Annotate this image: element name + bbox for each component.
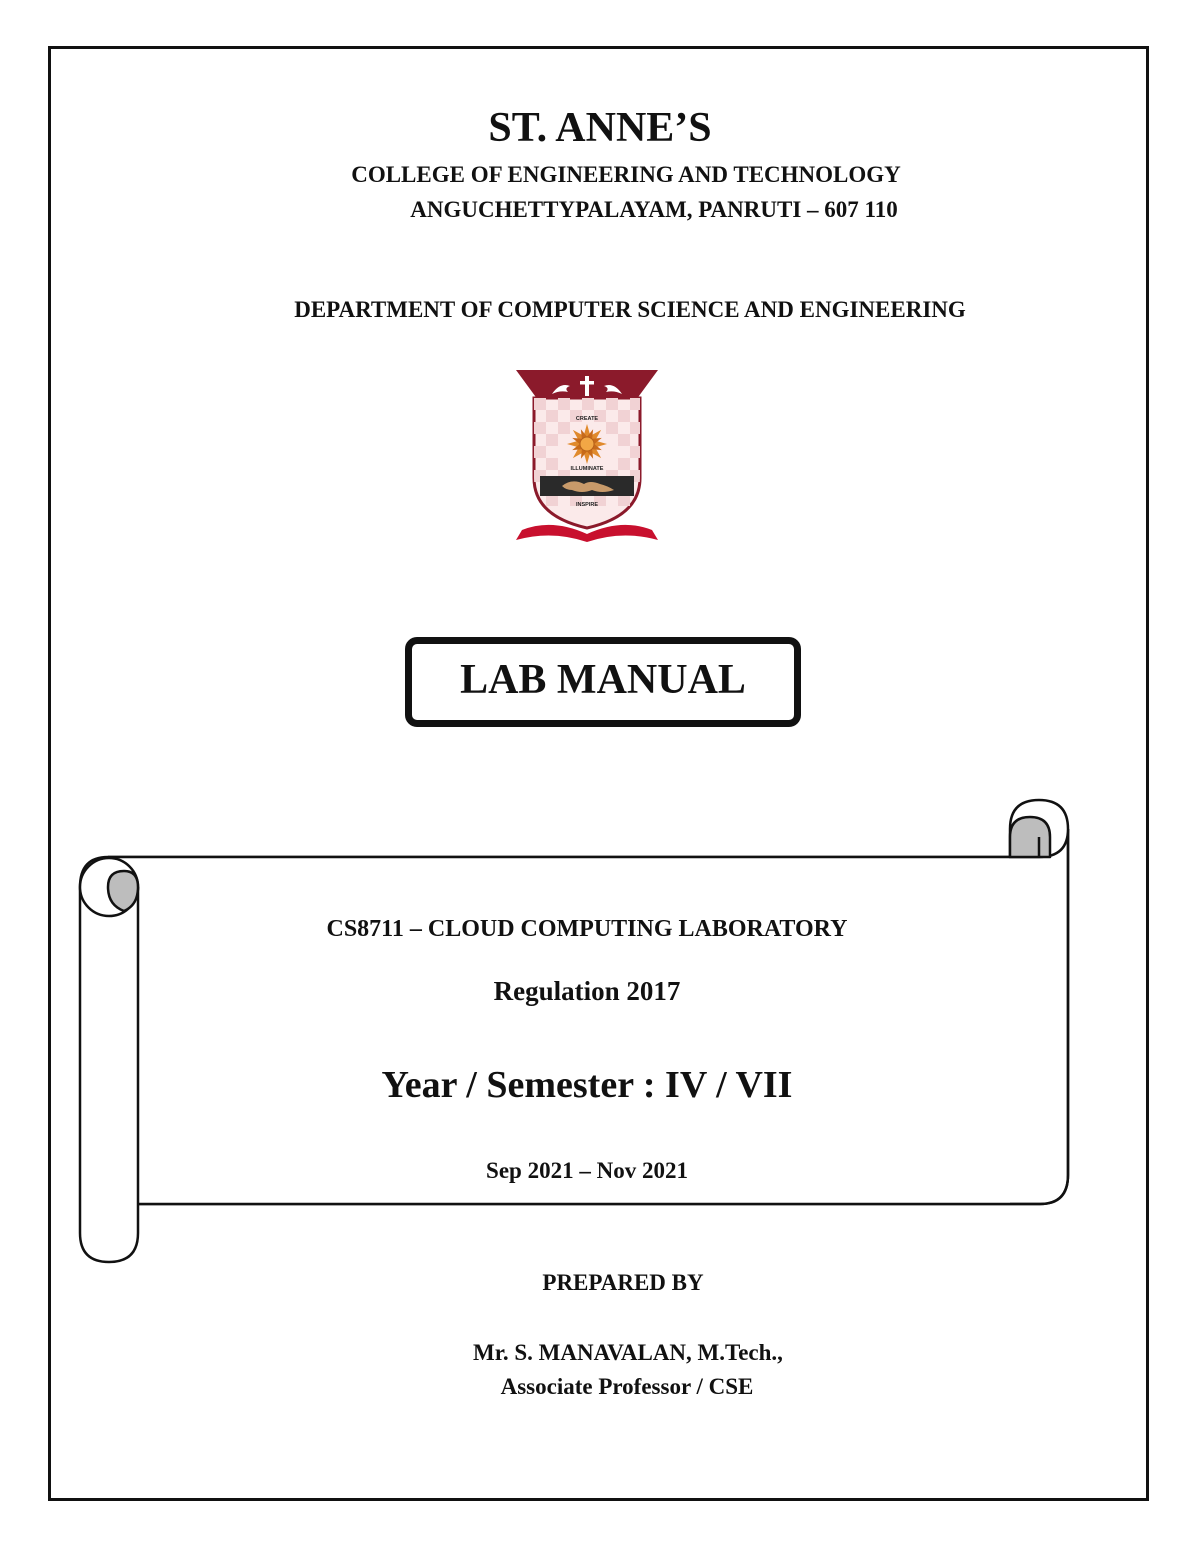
prepared-by-label: PREPARED BY bbox=[542, 1270, 704, 1295]
motto-create: CREATE bbox=[575, 416, 599, 422]
college-title: ST. ANNE’S bbox=[488, 105, 712, 151]
regulation: Regulation 2017 bbox=[493, 976, 681, 1006]
college-address: ANGUCHETTYPALAYAM, PANRUTI – 607 110 bbox=[410, 197, 898, 222]
year-semester: Year / Semester : IV / VII bbox=[381, 1064, 793, 1106]
academic-period: Sep 2021 – Nov 2021 bbox=[486, 1158, 688, 1183]
motto-inspire: INSPIRE bbox=[575, 502, 599, 508]
document-type: LAB MANUAL bbox=[460, 657, 746, 703]
author-designation: Associate Professor / CSE bbox=[500, 1374, 754, 1399]
course-title: CS8711 – CLOUD COMPUTING LABORATORY bbox=[326, 916, 848, 942]
author-name: Mr. S. MANAVALAN, M.Tech., bbox=[473, 1340, 783, 1365]
college-subtitle: COLLEGE OF ENGINEERING AND TECHNOLOGY bbox=[351, 162, 901, 187]
department-name: DEPARTMENT OF COMPUTER SCIENCE AND ENGINEERING bbox=[294, 297, 966, 322]
motto-illuminate: ILLUMINATE bbox=[570, 466, 604, 472]
